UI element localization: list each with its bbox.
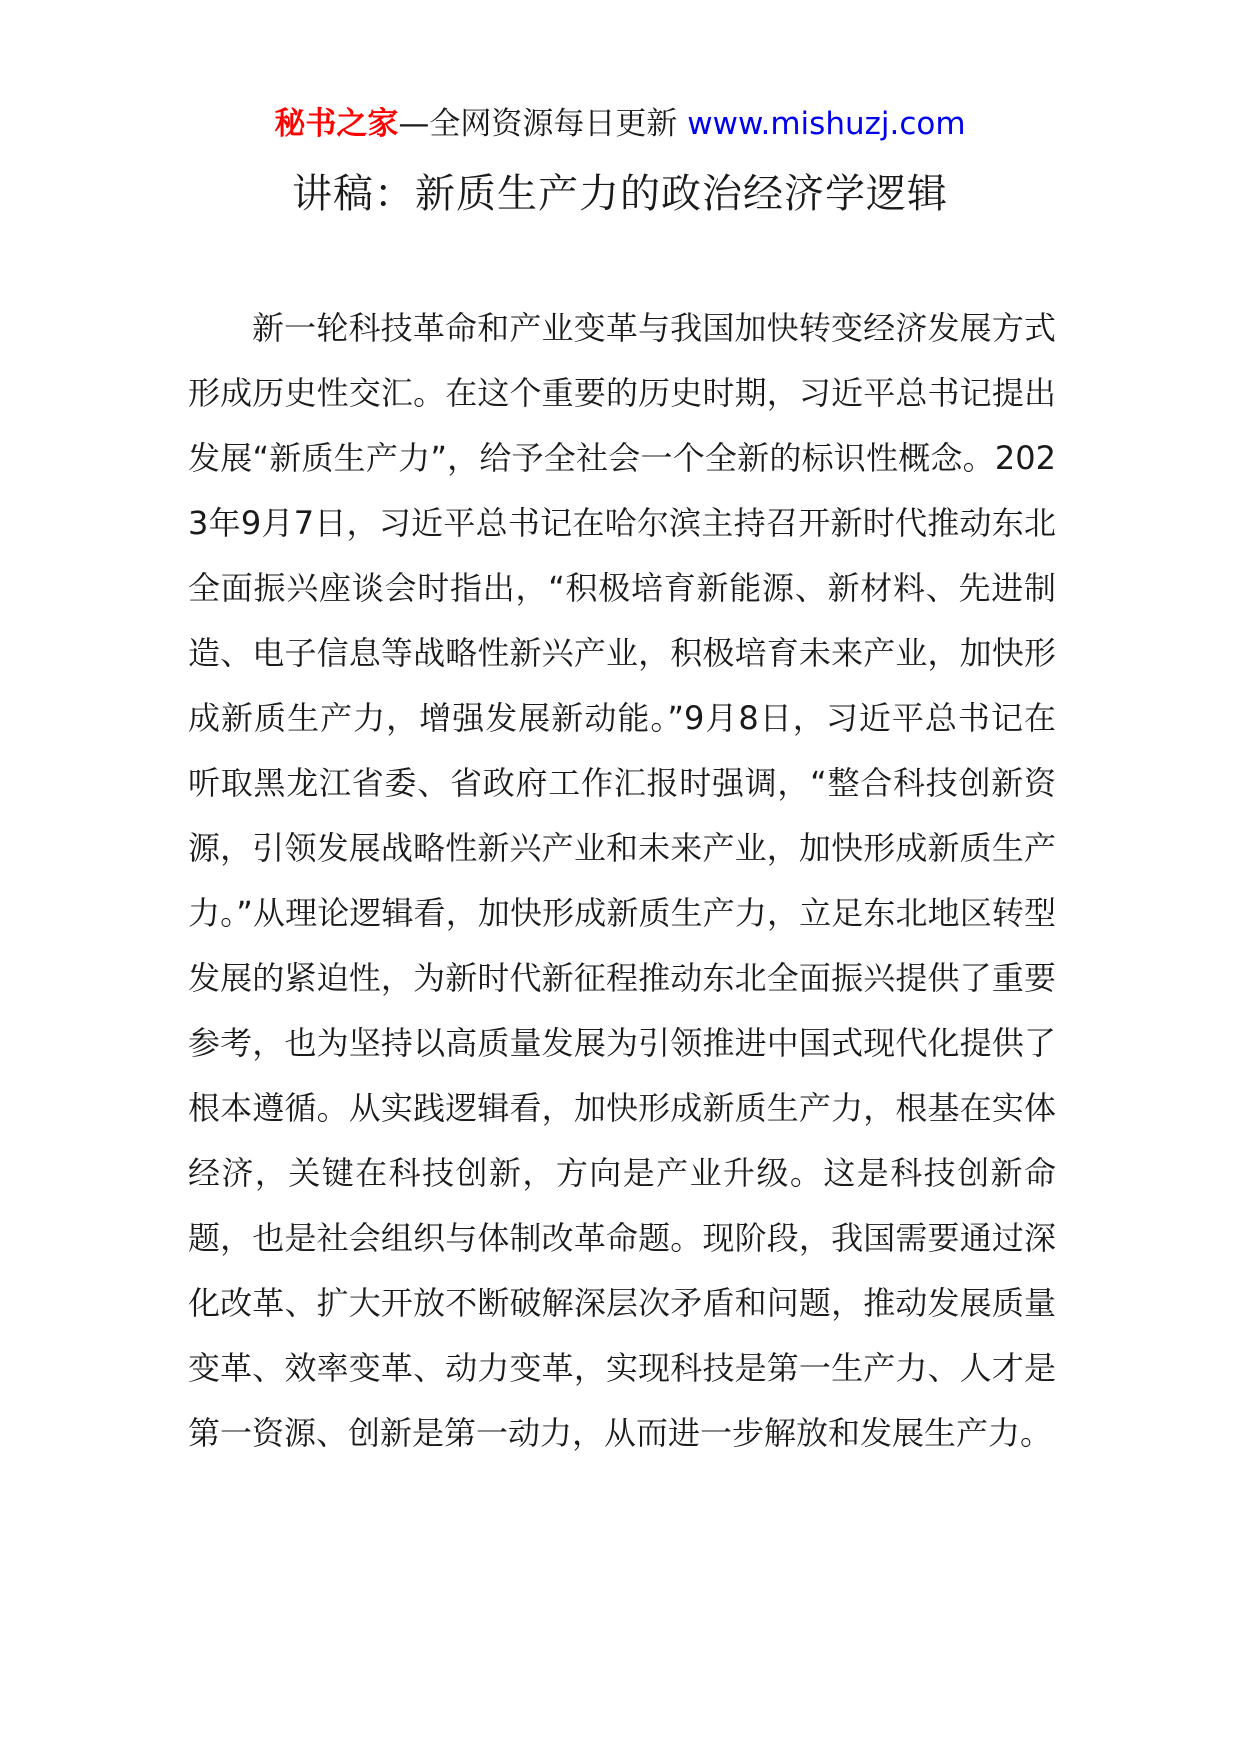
document-title: 讲稿：新质生产力的政治经济学逻辑: [292, 171, 948, 217]
site-header: [0, 102, 1240, 146]
brand-name: 秘书之家: [274, 106, 399, 142]
body-paragraph: 新一轮科技革命和产业变革与我国加快转变经济发展方式形成历史性交汇。在这个重要的历史时期，习近平总书记提出发展“新质生产力”，给予全社会一个全新的标识性概念。2023年9月7日，习近平总书记在哈尔滨主持召开新时代推动东北全面振兴座谈会时指出，“积极培育新能源、新材料、先进制造、电子信息等战略性新兴产业，积极培育未来产业，加快形成新质生产力，增强发展新动能。”9月8日，习近平总书记在听取黑龙江省委、省政府工作汇报时强调，“整合科技创新资源，引领发展战略性新兴产业和未来产业，加快形成新质生产力。”从理论逻辑看，加快形成新质生产力，立足东北地区转型发展的紧迫性，为新时代新征程推动东北全面振兴提供了重要参考，也为坚持以高质量发展为引领推进中国式现代化提供了根本遵循。从实践逻辑看，加快形成新质生产力，根基在实体经济，关键在科技创新，方向是产业升级。这是科技创新命题，也是社会组织与体制改革命题。现阶段，我国需要通过深化改革、扩大开放不断破解深层次矛盾和问题，推动发展质量变革、效率变革、动力变革，实现科技是第一生产力、人才是第一资源、创新是第一动力，从而进一步解放和发展生产力。: [188, 309, 1056, 1452]
header-tagline: —全网资源每日更新: [398, 106, 688, 142]
site-link[interactable]: www.mishuzj.com: [687, 106, 966, 142]
